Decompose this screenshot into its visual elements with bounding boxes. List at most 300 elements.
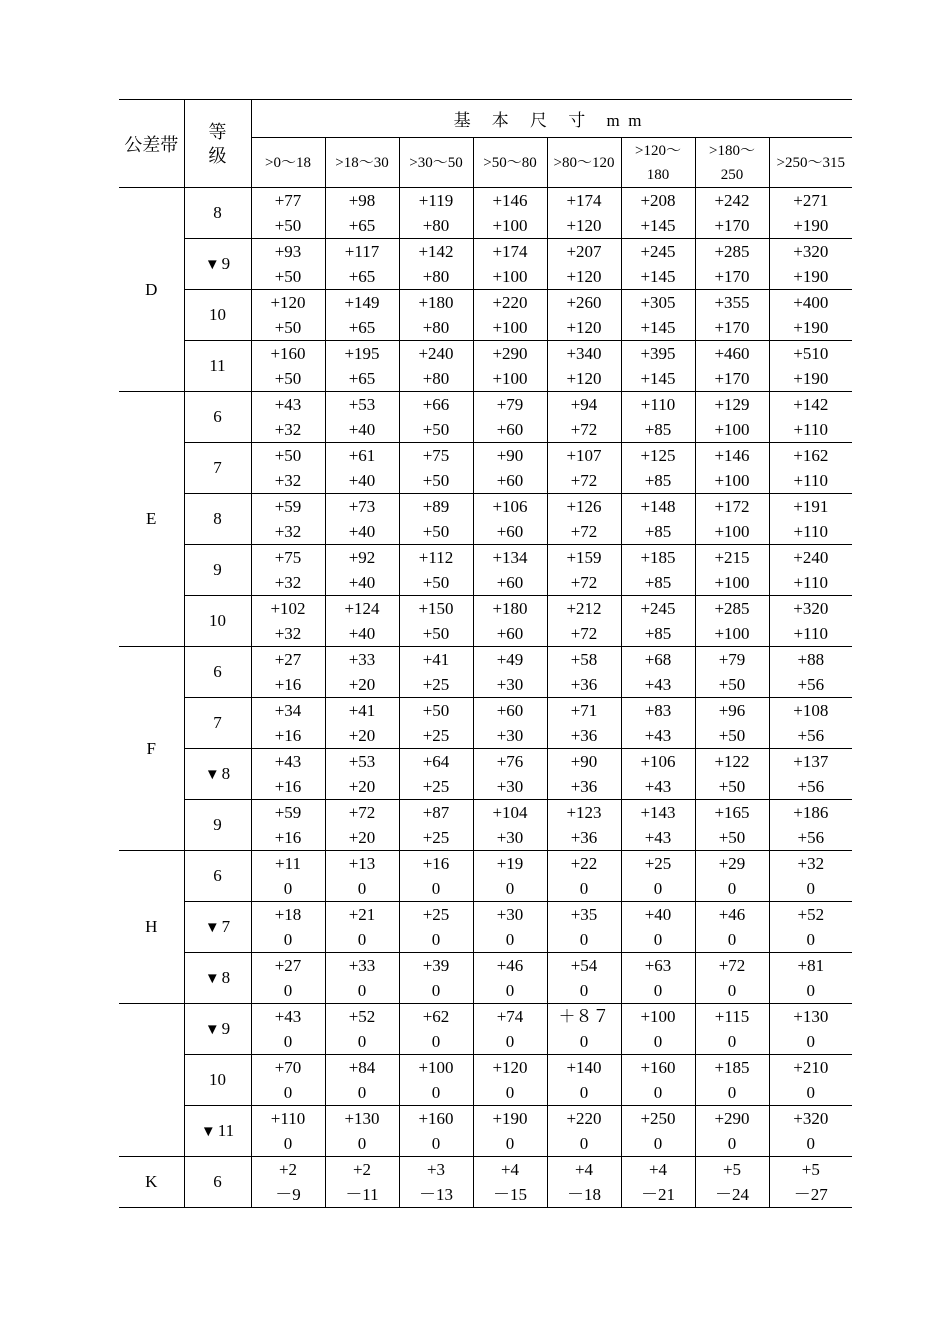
deviation-cell xyxy=(251,1004,325,1055)
upper-deviation: +191 xyxy=(793,497,829,516)
grade-cell xyxy=(184,1004,251,1055)
deviation-cell xyxy=(695,494,769,545)
lower-deviation: 0 xyxy=(283,879,293,898)
lower-deviation: +20 xyxy=(348,777,376,796)
upper-deviation: +165 xyxy=(714,803,750,822)
deviation-cell xyxy=(695,545,769,596)
grade-cell xyxy=(184,290,251,341)
lower-deviation: +16 xyxy=(274,777,302,796)
grade-value: 8 xyxy=(213,203,222,222)
lower-deviation: 0 xyxy=(357,1134,367,1153)
lower-deviation: +50 xyxy=(718,777,746,796)
table-row xyxy=(119,443,852,494)
deviation-cell xyxy=(251,392,325,443)
lower-deviation: +145 xyxy=(640,267,676,286)
upper-deviation: +285 xyxy=(714,242,750,261)
upper-deviation: +77 xyxy=(274,191,302,210)
upper-deviation: +50 xyxy=(422,701,450,720)
lower-deviation: 0 xyxy=(727,1083,737,1102)
lower-deviation: +80 xyxy=(422,216,450,235)
deviation-cell xyxy=(621,443,695,494)
upper-deviation: +63 xyxy=(644,956,672,975)
grade-value: 10 xyxy=(209,611,226,630)
header-basic-size-title: 基 本 尺 寸 mm xyxy=(251,100,852,138)
deviation-cell xyxy=(621,1157,695,1208)
lower-deviation: +85 xyxy=(644,471,672,490)
upper-deviation: +250 xyxy=(640,1109,676,1128)
upper-deviation: +510 xyxy=(793,344,829,363)
lower-deviation: +32 xyxy=(274,573,302,592)
lower-deviation: +72 xyxy=(570,471,598,490)
lower-deviation: +30 xyxy=(496,828,524,847)
upper-deviation: +60 xyxy=(496,701,524,720)
deviation-cell xyxy=(621,1106,695,1157)
upper-deviation: +117 xyxy=(344,242,380,261)
deviation-cell xyxy=(399,596,473,647)
tolerance-band-cell: K xyxy=(119,1157,184,1208)
grade-value: 6 xyxy=(213,662,222,681)
lower-deviation: +170 xyxy=(714,318,750,337)
header-size-range-line: >250～315 xyxy=(776,154,846,171)
table-row xyxy=(119,545,852,596)
upper-deviation: +52 xyxy=(797,905,825,924)
lower-deviation: +60 xyxy=(496,471,524,490)
upper-deviation: +212 xyxy=(566,599,602,618)
upper-deviation: +72 xyxy=(348,803,376,822)
deviation-cell xyxy=(695,596,769,647)
lower-deviation: 0 xyxy=(579,930,589,949)
deviation-cell xyxy=(621,392,695,443)
lower-deviation: 0 xyxy=(727,1134,737,1153)
grade-value: 7 xyxy=(221,917,231,936)
upper-deviation: +142 xyxy=(418,242,454,261)
upper-deviation: +160 xyxy=(270,344,306,363)
grade-value: 11 xyxy=(209,356,226,375)
upper-deviation: +21 xyxy=(348,905,376,924)
lower-deviation: 0 xyxy=(505,1032,515,1051)
deviation-cell xyxy=(251,953,325,1004)
deviation-cell xyxy=(769,953,852,1004)
lower-deviation: +50 xyxy=(718,726,746,745)
upper-deviation: +84 xyxy=(348,1058,376,1077)
lower-deviation: 0 xyxy=(283,981,293,1000)
lower-deviation: 0 xyxy=(806,1083,816,1102)
lower-deviation: 0 xyxy=(806,879,816,898)
deviation-cell xyxy=(325,1004,399,1055)
deviation-cell xyxy=(325,800,399,851)
deviation-cell xyxy=(769,188,852,239)
deviation-cell xyxy=(325,290,399,341)
upper-deviation: +185 xyxy=(714,1058,750,1077)
lower-deviation: －21 xyxy=(641,1185,675,1204)
upper-deviation: ＋８７ xyxy=(558,1007,610,1026)
lower-deviation: 0 xyxy=(431,930,441,949)
upper-deviation: +90 xyxy=(570,752,598,771)
lower-deviation: +72 xyxy=(570,573,598,592)
deviation-cell xyxy=(547,647,621,698)
upper-deviation: +174 xyxy=(566,191,602,210)
lower-deviation: +85 xyxy=(644,420,672,439)
deviation-cell xyxy=(473,800,547,851)
grade-cell xyxy=(184,851,251,902)
lower-deviation: +85 xyxy=(644,624,672,643)
upper-deviation: +68 xyxy=(644,650,672,669)
upper-deviation: +242 xyxy=(714,191,750,210)
lower-deviation: 0 xyxy=(806,1134,816,1153)
deviation-cell xyxy=(695,1055,769,1106)
upper-deviation: +137 xyxy=(793,752,829,771)
deviation-cell xyxy=(325,443,399,494)
upper-deviation: +149 xyxy=(344,293,380,312)
table-row xyxy=(119,698,852,749)
lower-deviation: +120 xyxy=(566,369,602,388)
lower-deviation: +40 xyxy=(348,624,376,643)
table-row xyxy=(119,1157,852,1208)
upper-deviation: +125 xyxy=(640,446,676,465)
lower-deviation: 0 xyxy=(727,879,737,898)
upper-deviation: +43 xyxy=(274,752,302,771)
deviation-cell xyxy=(325,494,399,545)
lower-deviation: +110 xyxy=(793,624,829,643)
deviation-cell xyxy=(621,851,695,902)
upper-deviation: +134 xyxy=(492,548,528,567)
lower-deviation: +65 xyxy=(348,216,376,235)
lower-deviation: +30 xyxy=(496,777,524,796)
deviation-cell xyxy=(251,494,325,545)
upper-deviation: +115 xyxy=(714,1007,750,1026)
deviation-cell xyxy=(769,392,852,443)
upper-deviation: +30 xyxy=(496,905,524,924)
grade-value: 6 xyxy=(213,866,222,885)
upper-deviation: +35 xyxy=(570,905,598,924)
lower-deviation: +60 xyxy=(496,522,524,541)
upper-deviation: +122 xyxy=(714,752,750,771)
lower-deviation: 0 xyxy=(505,1083,515,1102)
deviation-cell xyxy=(621,647,695,698)
preferred-triangle-icon: ▼ xyxy=(204,767,220,783)
upper-deviation: +19 xyxy=(496,854,524,873)
deviation-cell xyxy=(547,749,621,800)
upper-deviation: +22 xyxy=(570,854,598,873)
upper-deviation: +11 xyxy=(275,854,301,873)
upper-deviation: +400 xyxy=(793,293,829,312)
upper-deviation: +92 xyxy=(348,548,376,567)
upper-deviation: +87 xyxy=(422,803,450,822)
upper-deviation: +320 xyxy=(793,599,829,618)
upper-deviation: +74 xyxy=(496,1007,524,1026)
grade-value: 7 xyxy=(213,458,222,477)
upper-deviation: +260 xyxy=(566,293,602,312)
deviation-cell xyxy=(251,443,325,494)
tolerance-band-cell: E xyxy=(119,392,184,647)
lower-deviation: +25 xyxy=(422,675,450,694)
upper-deviation: +75 xyxy=(422,446,450,465)
deviation-cell xyxy=(473,239,547,290)
deviation-cell xyxy=(621,1004,695,1055)
header-grade-line1: 等 xyxy=(208,121,227,142)
grade-value: 6 xyxy=(213,407,222,426)
lower-deviation: +32 xyxy=(274,522,302,541)
lower-deviation: +30 xyxy=(496,675,524,694)
deviation-cell xyxy=(473,749,547,800)
deviation-cell xyxy=(473,545,547,596)
grade-cell xyxy=(184,953,251,1004)
header-size-range xyxy=(695,138,769,188)
deviation-cell xyxy=(251,290,325,341)
grade-cell xyxy=(184,443,251,494)
deviation-cell xyxy=(695,188,769,239)
upper-deviation: +53 xyxy=(348,752,376,771)
grade-cell xyxy=(184,1157,251,1208)
lower-deviation: +100 xyxy=(714,624,750,643)
upper-deviation: +240 xyxy=(793,548,829,567)
lower-deviation: +60 xyxy=(496,420,524,439)
lower-deviation: 0 xyxy=(727,930,737,949)
deviation-cell xyxy=(769,1157,852,1208)
grade-cell xyxy=(184,239,251,290)
lower-deviation: +80 xyxy=(422,369,450,388)
deviation-cell xyxy=(547,1055,621,1106)
upper-deviation: +32 xyxy=(797,854,825,873)
lower-deviation: +16 xyxy=(274,675,302,694)
deviation-cell xyxy=(621,290,695,341)
lower-deviation: －15 xyxy=(493,1185,527,1204)
upper-deviation: +39 xyxy=(422,956,450,975)
upper-deviation: +160 xyxy=(640,1058,676,1077)
lower-deviation: +56 xyxy=(797,777,825,796)
deviation-cell xyxy=(251,749,325,800)
deviation-cell xyxy=(325,239,399,290)
deviation-cell xyxy=(769,545,852,596)
upper-deviation: +143 xyxy=(640,803,676,822)
deviation-cell xyxy=(473,647,547,698)
deviation-cell xyxy=(621,1055,695,1106)
header-size-range xyxy=(325,138,399,188)
lower-deviation: +100 xyxy=(492,369,528,388)
deviation-cell xyxy=(547,902,621,953)
grade-cell xyxy=(184,596,251,647)
header-tolerance-band: 公差带 xyxy=(119,100,184,188)
lower-deviation: +56 xyxy=(797,726,825,745)
header-size-range xyxy=(251,138,325,188)
upper-deviation: +186 xyxy=(793,803,829,822)
upper-deviation: +174 xyxy=(492,242,528,261)
grade-cell xyxy=(184,1055,251,1106)
deviation-cell xyxy=(325,341,399,392)
deviation-cell xyxy=(621,494,695,545)
deviation-cell xyxy=(251,902,325,953)
table-row xyxy=(119,851,852,902)
upper-deviation: +208 xyxy=(640,191,676,210)
lower-deviation: +36 xyxy=(570,828,598,847)
lower-deviation: 0 xyxy=(579,879,589,898)
lower-deviation: +56 xyxy=(797,828,825,847)
lower-deviation: +85 xyxy=(644,522,672,541)
upper-deviation: +150 xyxy=(418,599,454,618)
deviation-cell xyxy=(251,647,325,698)
deviation-cell xyxy=(251,239,325,290)
lower-deviation: +56 xyxy=(797,675,825,694)
lower-deviation: +30 xyxy=(496,726,524,745)
deviation-cell xyxy=(399,545,473,596)
deviation-cell xyxy=(547,800,621,851)
deviation-cell xyxy=(399,239,473,290)
deviation-cell xyxy=(769,239,852,290)
deviation-cell xyxy=(473,494,547,545)
deviation-cell xyxy=(325,596,399,647)
deviation-cell xyxy=(251,1055,325,1106)
deviation-cell xyxy=(695,1004,769,1055)
lower-deviation: +50 xyxy=(274,369,302,388)
deviation-cell xyxy=(399,800,473,851)
lower-deviation: +65 xyxy=(348,267,376,286)
upper-deviation: +271 xyxy=(793,191,829,210)
lower-deviation: 0 xyxy=(283,1134,293,1153)
lower-deviation: +50 xyxy=(718,828,746,847)
lower-deviation: +100 xyxy=(714,573,750,592)
deviation-cell xyxy=(695,341,769,392)
deviation-cell xyxy=(325,1106,399,1157)
lower-deviation: 0 xyxy=(727,981,737,1000)
deviation-cell xyxy=(769,443,852,494)
lower-deviation: +110 xyxy=(793,522,829,541)
deviation-cell xyxy=(473,443,547,494)
table-row xyxy=(119,188,852,239)
deviation-cell xyxy=(399,392,473,443)
deviation-cell xyxy=(769,1106,852,1157)
grade-cell xyxy=(184,545,251,596)
lower-deviation: +50 xyxy=(274,267,302,286)
upper-deviation: +61 xyxy=(348,446,376,465)
lower-deviation: +72 xyxy=(570,522,598,541)
upper-deviation: +245 xyxy=(640,599,676,618)
lower-deviation: +100 xyxy=(492,267,528,286)
upper-deviation: +5 xyxy=(722,1160,742,1179)
lower-deviation: +80 xyxy=(422,318,450,337)
upper-deviation: +395 xyxy=(640,344,676,363)
upper-deviation: +140 xyxy=(566,1058,602,1077)
upper-deviation: +2 xyxy=(352,1160,372,1179)
deviation-cell xyxy=(325,545,399,596)
deviation-cell xyxy=(769,290,852,341)
lower-deviation: 0 xyxy=(283,930,293,949)
lower-deviation: 0 xyxy=(806,930,816,949)
lower-deviation: +65 xyxy=(348,318,376,337)
preferred-triangle-icon: ▼ xyxy=(204,257,220,273)
upper-deviation: +83 xyxy=(644,701,672,720)
upper-deviation: +89 xyxy=(422,497,450,516)
deviation-cell xyxy=(695,647,769,698)
upper-deviation: +43 xyxy=(274,395,302,414)
table-row xyxy=(119,1004,852,1055)
deviation-cell xyxy=(621,698,695,749)
deviation-cell xyxy=(473,596,547,647)
deviation-cell xyxy=(473,341,547,392)
deviation-cell xyxy=(695,239,769,290)
header-size-range-line: 250 xyxy=(720,166,744,183)
header-size-range xyxy=(547,138,621,188)
upper-deviation: +320 xyxy=(793,1109,829,1128)
deviation-cell xyxy=(695,698,769,749)
grade-cell xyxy=(184,698,251,749)
deviation-cell xyxy=(769,902,852,953)
table-row xyxy=(119,1106,852,1157)
deviation-cell xyxy=(769,596,852,647)
deviation-cell xyxy=(621,239,695,290)
deviation-cell xyxy=(621,596,695,647)
upper-deviation: +185 xyxy=(640,548,676,567)
upper-deviation: +71 xyxy=(570,701,598,720)
upper-deviation: +285 xyxy=(714,599,750,618)
upper-deviation: +142 xyxy=(793,395,829,414)
deviation-cell xyxy=(399,443,473,494)
tolerance-band-cell xyxy=(119,1004,184,1157)
deviation-cell xyxy=(695,953,769,1004)
upper-deviation: +159 xyxy=(566,548,602,567)
upper-deviation: +190 xyxy=(492,1109,528,1128)
upper-deviation: +146 xyxy=(492,191,528,210)
lower-deviation: +50 xyxy=(422,522,450,541)
lower-deviation: 0 xyxy=(653,1032,663,1051)
tolerance-band-cell: D xyxy=(119,188,184,392)
deviation-cell xyxy=(325,749,399,800)
upper-deviation: +102 xyxy=(270,599,306,618)
lower-deviation: 0 xyxy=(727,1032,737,1051)
lower-deviation: 0 xyxy=(431,1032,441,1051)
lower-deviation: +120 xyxy=(566,267,602,286)
upper-deviation: +49 xyxy=(496,650,524,669)
lower-deviation: 0 xyxy=(505,879,515,898)
header-grade-line2: 级 xyxy=(208,145,227,166)
header-size-range-line: >180～ xyxy=(709,142,755,159)
lower-deviation: +190 xyxy=(793,267,829,286)
lower-deviation: +190 xyxy=(793,318,829,337)
grade-value: 9 xyxy=(221,254,231,273)
deviation-cell xyxy=(399,1055,473,1106)
deviation-cell xyxy=(399,953,473,1004)
lower-deviation: +100 xyxy=(492,216,528,235)
deviation-cell xyxy=(695,902,769,953)
lower-deviation: +20 xyxy=(348,828,376,847)
table-row xyxy=(119,800,852,851)
header-size-range-line: >30～50 xyxy=(409,154,463,171)
deviation-cell xyxy=(473,698,547,749)
deviation-cell xyxy=(695,1157,769,1208)
lower-deviation: －27 xyxy=(793,1185,828,1204)
upper-deviation: +120 xyxy=(270,293,306,312)
lower-deviation: +36 xyxy=(570,777,598,796)
lower-deviation: +120 xyxy=(566,216,602,235)
lower-deviation: +100 xyxy=(714,522,750,541)
upper-deviation: +88 xyxy=(797,650,825,669)
lower-deviation: 0 xyxy=(357,1032,367,1051)
lower-deviation: +50 xyxy=(422,420,450,439)
grade-value: 11 xyxy=(217,1121,235,1140)
deviation-cell xyxy=(547,188,621,239)
lower-deviation: +110 xyxy=(793,420,829,439)
upper-deviation: +59 xyxy=(274,497,302,516)
upper-deviation: +129 xyxy=(714,395,750,414)
lower-deviation: +110 xyxy=(793,471,829,490)
upper-deviation: +40 xyxy=(644,905,672,924)
lower-deviation: +100 xyxy=(492,318,528,337)
deviation-cell xyxy=(473,290,547,341)
upper-deviation: +25 xyxy=(422,905,450,924)
lower-deviation: 0 xyxy=(579,981,589,1000)
upper-deviation: +290 xyxy=(492,344,528,363)
deviation-cell xyxy=(695,800,769,851)
table-row xyxy=(119,341,852,392)
